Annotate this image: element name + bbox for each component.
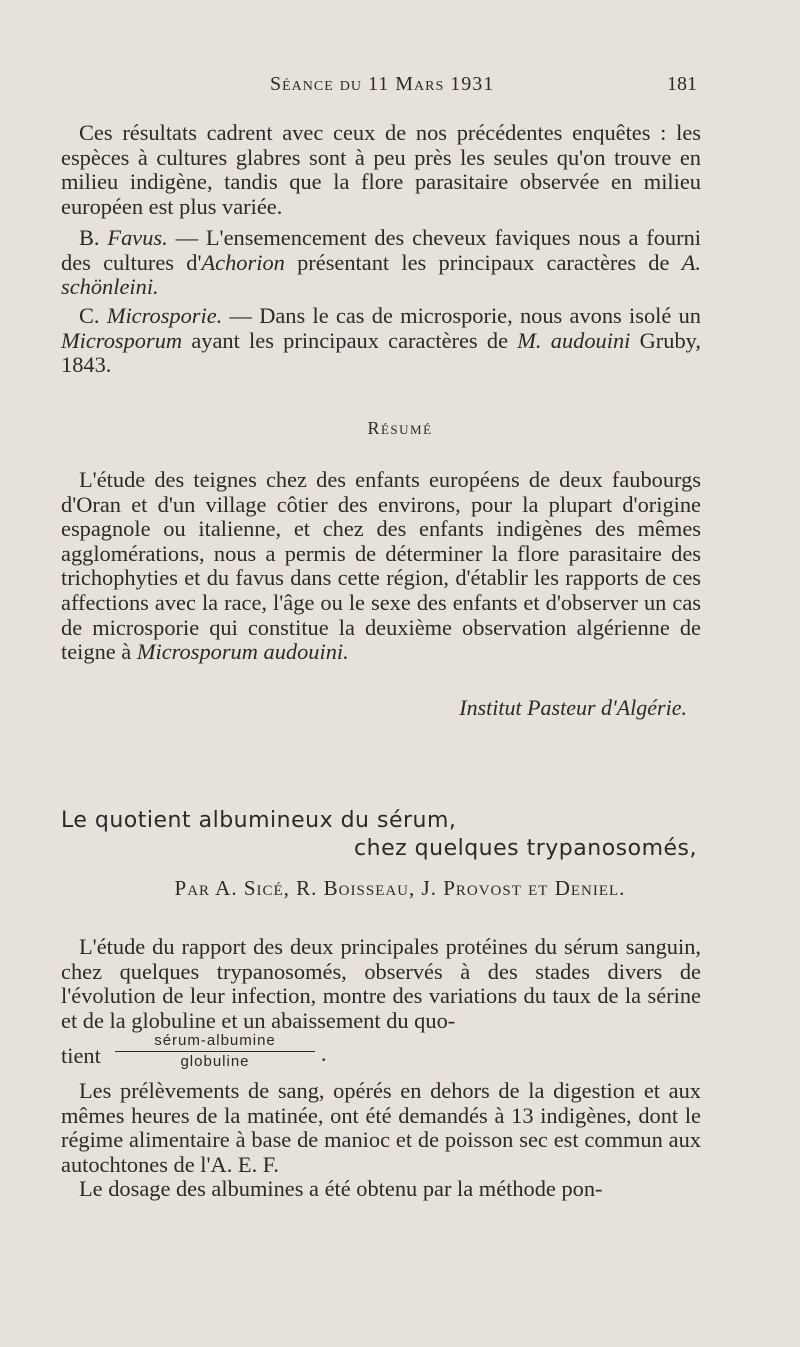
- species-name: Microsporum: [61, 327, 183, 353]
- page-number: 181: [667, 73, 697, 95]
- species-name: M. audouini: [517, 327, 631, 353]
- fraction-numerator: sérum-albumine: [154, 1032, 276, 1049]
- paragraph-text: Le dosage des albumines a été obtenu par la méthode pon-: [79, 1176, 603, 1201]
- paragraph-samples: [61, 1079, 701, 1177]
- section-name: Microsporie.: [106, 303, 223, 328]
- author-byline: Par A. Sicé, R. Boisseau, J. Provost et Deniel.: [174, 876, 626, 900]
- resume-heading: Résumé: [367, 418, 433, 438]
- paragraph-microsporie: [61, 304, 701, 378]
- fraction-denominator: globuline: [180, 1053, 250, 1070]
- paragraph-text: Gruby, 1843.: [61, 327, 701, 378]
- article-title-line2: chez quelques trypanosomés,: [354, 836, 697, 861]
- species-name: Microsporum audouini.: [136, 639, 349, 665]
- species-name: Achorion: [201, 249, 285, 275]
- running-head-title: Séance du 11 Mars 1931: [270, 73, 495, 95]
- paragraph-dosage: [61, 1177, 701, 1202]
- fraction-bar: [115, 1051, 315, 1052]
- quotient-fraction: [61, 1032, 381, 1080]
- institution-signature: Institut Pasteur d'Algérie.: [459, 695, 687, 720]
- fraction-end: .: [321, 1041, 327, 1066]
- species-name: A. schönleini.: [61, 249, 701, 300]
- article-title-line1: Le quotient albumineux du sérum,: [61, 808, 457, 833]
- paragraph-text: L'étude des teignes chez des enfants européens de deux faubourgs d'Oran et d'un village côtier des environs, pour la plupart d'origine espagnole ou italienne, et chez des enfants indigènes des mêmes agglomérations, nous a permis de déterminer la flore parasitaire des trichophyties et du favus dans cette région, d'établir les rapports de ces affections avec la race, l'âge ou le sexe des enfants et d'observer un cas de microsporie qui constitue la deuxième observation algérienne de teigne à: [61, 467, 701, 665]
- section-name: Favus.: [107, 225, 168, 250]
- paragraph-text: — L'ensemencement des cheveux faviques nous a fourni des cultures d': [61, 225, 701, 275]
- fraction-lead: tient: [61, 1043, 101, 1068]
- paragraph-resume: [61, 468, 701, 665]
- paragraph-results: [61, 121, 701, 219]
- running-head: [0, 73, 800, 103]
- paragraph-text: L'étude du rapport des deux principales protéines du sérum sanguin, chez quelques trypanosomés, observés à des stades divers de l'évolution de leur infection, montre des variations du taux de la sérine et de la globuline et un abaissement du quo-: [61, 934, 701, 1033]
- paragraph-favus: [61, 226, 701, 300]
- paragraph-text: présentant les principaux caractères de: [284, 249, 682, 275]
- section-label: C.: [79, 303, 100, 328]
- paragraph-text: Les prélèvements de sang, opérés en dehors de la digestion et aux mêmes heures de la matinée, ont été demandés à 13 indigènes, dont le régime alimentaire à base de manioc et de poisson sec est commun aux autochtones de l'A. E. F.: [61, 1078, 701, 1177]
- paragraph-text: — Dans le cas de microsporie, nous avons isolé un: [222, 303, 701, 328]
- section-label: B.: [79, 225, 100, 250]
- paragraph-text: Ces résultats cadrent avec ceux de nos précédentes enquêtes : les espèces à cultures glabres sont à peu près les seules qu'on trouve en milieu indigène, tandis que la flore parasitaire observée en milieu européen est plus variée.: [61, 120, 701, 219]
- paragraph-text: ayant les principaux caractères de: [182, 327, 518, 353]
- paragraph-intro: [61, 935, 701, 1033]
